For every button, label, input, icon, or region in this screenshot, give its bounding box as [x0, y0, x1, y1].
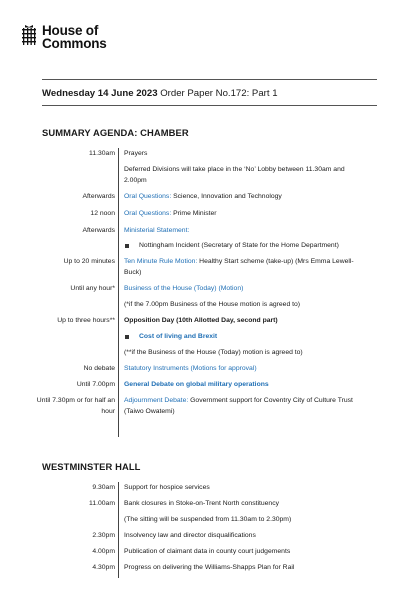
agenda-item: Publication of claimant data in county court judgements [124, 548, 291, 555]
statutory-instruments-link[interactable]: Statutory Instruments (Motions for approval) [124, 365, 257, 372]
agenda-item: (*if the 7.00pm Business of the House motion is agreed to) [124, 301, 301, 308]
agenda-row [30, 283, 375, 294]
agenda-row [30, 379, 375, 390]
westminster-timeline-divider [118, 482, 119, 578]
agenda-item [124, 191, 375, 202]
bullet-square-icon [125, 335, 129, 339]
agenda-row [30, 514, 375, 525]
ten-minute-rule-link[interactable]: Ten Minute Rule Motion: [124, 258, 198, 265]
business-of-house-link[interactable]: Business of the House (Today) (Motion) [124, 285, 244, 292]
agenda-item-text: Science, Innovation and Technology [171, 193, 282, 200]
agenda-time: 9.30am [92, 484, 115, 491]
agenda-item-text: Nottingham Incident (Secretary of State for the Home Department) [139, 242, 339, 249]
agenda-time: Until any hour* [70, 285, 115, 292]
agenda-row [30, 363, 375, 374]
agenda-row [30, 208, 375, 219]
agenda-item-text: Healthy Start scheme (take-up) (Mrs Emma Lewell-Buck) [124, 258, 354, 276]
house-of-commons-logo [20, 24, 107, 50]
agenda-row [30, 256, 375, 278]
agenda-item: Prayers [124, 150, 148, 157]
agenda-item: Insolvency law and director disqualifications [124, 532, 256, 539]
agenda-time: 4.30pm [92, 564, 115, 571]
agenda-time: No debate [83, 365, 115, 372]
agenda-item: Progress on delivering the Williams-Shapps Plan for Rail [124, 564, 295, 571]
agenda-time: 11.30am [89, 150, 115, 157]
agenda-row [30, 347, 375, 358]
logo-line-2: Commons [42, 36, 107, 51]
heading-divider [42, 105, 377, 106]
agenda-item [124, 225, 375, 236]
cost-of-living-link[interactable]: Cost of living and Brexit [139, 333, 218, 340]
agenda-item [124, 208, 375, 219]
order-paper-heading [42, 88, 278, 99]
agenda-row [30, 331, 375, 342]
agenda-row [30, 164, 375, 186]
agenda-item [124, 395, 375, 417]
general-debate-link[interactable]: General Debate on global military operations [124, 381, 269, 388]
agenda-item [124, 379, 375, 390]
agenda-time [30, 240, 124, 251]
agenda-row [30, 395, 375, 417]
agenda-item [124, 363, 375, 374]
logo-line-1: House of [42, 23, 99, 38]
agenda-row [30, 225, 375, 236]
agenda-item: Opposition Day (10th Allotted Day, second part) [124, 317, 278, 324]
agenda-time: Until 7.30pm or for half an hour [36, 397, 115, 415]
chamber-agenda [30, 148, 375, 417]
agenda-time [30, 514, 124, 525]
agenda-item: Deferred Divisions will take place in the ‘No’ Lobby between 11.30am and 2.00pm [124, 166, 345, 184]
oral-questions-link[interactable]: Oral Questions: [124, 193, 172, 200]
portcullis-icon [20, 24, 38, 46]
agenda-item [124, 331, 375, 342]
agenda-row [30, 530, 375, 541]
agenda-time: Up to 20 minutes [63, 258, 115, 265]
adjournment-debate-link[interactable]: Adjournment Debate: [124, 397, 189, 404]
agenda-item-text: Government support for Coventry City of Culture Trust (Taiwo Owatemi) [124, 397, 353, 415]
westminster-hall-agenda [30, 482, 375, 573]
bullet-square-icon [125, 244, 129, 248]
agenda-time: 12 noon [90, 210, 115, 217]
westminster-hall-section-title: WESTMINSTER HALL [42, 461, 141, 472]
agenda-row [30, 562, 375, 573]
agenda-row [30, 498, 375, 509]
agenda-time: Up to three hours** [57, 317, 115, 324]
agenda-item: (The sitting will be suspended from 11.30am to 2.30pm) [124, 516, 292, 523]
agenda-time: Afterwards [82, 227, 115, 234]
chamber-timeline-divider [118, 148, 119, 437]
agenda-row [30, 299, 375, 310]
chamber-section-title: SUMMARY AGENDA: CHAMBER [42, 127, 189, 138]
agenda-item [124, 283, 375, 294]
agenda-time: 2.30pm [92, 532, 115, 539]
agenda-item [124, 240, 375, 251]
heading-title: Order Paper No.172: Part 1 [157, 88, 278, 99]
oral-questions-link[interactable]: Oral Questions: [124, 210, 172, 217]
ministerial-statement-link[interactable]: Ministerial Statement: [124, 227, 190, 234]
agenda-row [30, 240, 375, 251]
agenda-row [30, 546, 375, 557]
agenda-time: Afterwards [82, 193, 115, 200]
agenda-item: Support for hospice services [124, 484, 210, 491]
agenda-row [30, 191, 375, 202]
agenda-row [30, 482, 375, 493]
heading-date: Wednesday 14 June 2023 [42, 88, 158, 99]
agenda-row [30, 148, 375, 159]
agenda-time: Until 7.00pm [76, 381, 115, 388]
agenda-time [30, 164, 124, 186]
agenda-item: Bank closures in Stoke-on-Trent North constituency [124, 500, 280, 507]
agenda-time [30, 299, 124, 310]
agenda-item-text: Prime Minister [171, 210, 217, 217]
agenda-time: 11.00am [89, 500, 115, 507]
top-divider [42, 79, 377, 80]
agenda-time: 4.00pm [92, 548, 115, 555]
agenda-time [30, 331, 124, 342]
agenda-time [30, 347, 124, 358]
agenda-row [30, 315, 375, 326]
agenda-item: (**if the Business of the House (Today) motion is agreed to) [124, 349, 303, 356]
agenda-item [124, 256, 375, 278]
